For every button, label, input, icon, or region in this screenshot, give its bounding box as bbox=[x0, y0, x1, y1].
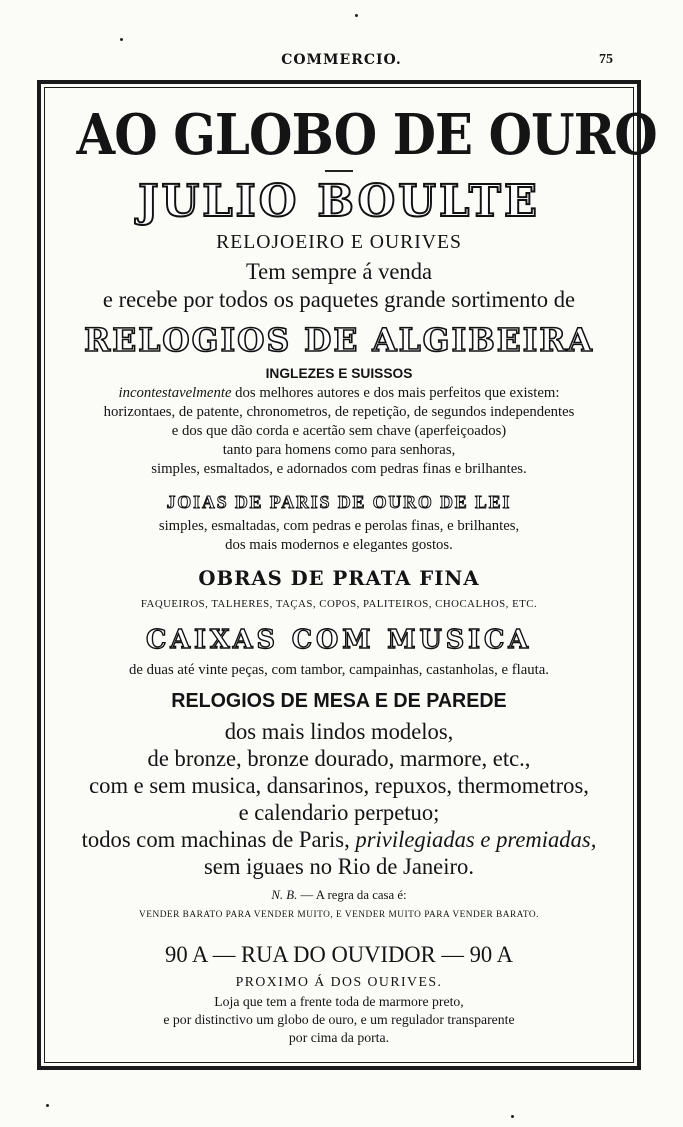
pocket-watches-heading: RELOGIOS DE ALGIBEIRA bbox=[84, 321, 594, 359]
shop-name: AO GLOBO DE OURO bbox=[76, 102, 657, 168]
title-rule bbox=[325, 170, 353, 172]
intro-line-1: Tem sempre á venda bbox=[245, 259, 433, 284]
intro-line-2: e recebe por todos os paquetes grande sortimento de bbox=[102, 287, 576, 312]
silver-heading: OBRAS DE PRATA FINA bbox=[198, 566, 480, 590]
clocks-line-5 bbox=[49, 826, 629, 853]
clocks-line-2: de bronze, bronze dourado, marmore, etc., bbox=[147, 746, 531, 771]
address-near: PROXIMO Á DOS OURIVES. bbox=[235, 975, 443, 990]
jewels-heading: JOIAS DE PARIS DE OURO DE LEI bbox=[166, 492, 512, 512]
clocks-line-3: com e sem musica, dansarinos, repuxos, thermometros, bbox=[89, 773, 589, 798]
clocks-line-5-start: todos com machinas de Paris, bbox=[81, 827, 356, 852]
clocks-heading: RELOGIOS DE MESA E DE PAREDE bbox=[171, 690, 507, 712]
shop-description-1: Loja que tem a frente toda de marmore preto, bbox=[214, 995, 464, 1010]
address-line: 90 A — RUA DO OUVIDOR — 90 A bbox=[165, 942, 513, 967]
proprietor-name: JULIO BOULTE bbox=[138, 176, 540, 227]
advert-content bbox=[44, 90, 657, 1048]
pocket-watches-line-5: simples, esmaltados, e adornados com pedras finas e brilhantes. bbox=[151, 461, 527, 477]
page-header bbox=[0, 52, 683, 72]
music-boxes-line-1: de duas até vinte peças, com tambor, campainhas, castanholas, e flauta. bbox=[129, 662, 549, 678]
shop-description-3: por cima da porta. bbox=[288, 1031, 390, 1046]
page-number: 75 bbox=[599, 52, 613, 67]
pocket-watches-line-2: horizontaes, de patente, chronometros, de repetição, de segundos independentes bbox=[103, 404, 575, 420]
clocks-line-6: sem iguaes no Rio de Janeiro. bbox=[203, 854, 474, 879]
pocket-watches-line-1-rest: dos melhores autores e dos mais perfeitos que existem: bbox=[231, 385, 560, 401]
print-speck bbox=[46, 1104, 49, 1107]
clocks-line-1: dos mais lindos modelos, bbox=[224, 719, 454, 744]
print-speck bbox=[511, 1115, 514, 1118]
pocket-watches-line-1 bbox=[49, 384, 629, 403]
jewels-line-2: dos mais modernos e elegantes gostos. bbox=[225, 537, 453, 553]
nota-bene-text: — A regra da casa é: bbox=[297, 887, 407, 902]
nota-bene-label: N. B. bbox=[271, 887, 298, 902]
music-boxes-heading: CAIXAS COM MUSICA bbox=[145, 625, 533, 655]
clocks-line-4: e calendario perpetuo; bbox=[238, 800, 440, 825]
house-motto: VENDER BARATO PARA VENDER MUITO, E VENDER MUITO PARA VENDER BARATO. bbox=[139, 910, 539, 920]
pocket-watches-line-3: e dos que dão corda e acertão sem chave (aperfeiçoados) bbox=[171, 423, 507, 439]
trade: RELOJOEIRO E OURIVES bbox=[216, 231, 462, 253]
print-speck bbox=[355, 14, 358, 17]
clocks-line-5-italic: privilegiadas e premiadas, bbox=[355, 827, 597, 852]
nota-bene bbox=[49, 884, 629, 906]
pocket-watches-line-4: tanto para homens como para senhoras, bbox=[222, 442, 456, 458]
shop-description-2: e por distinctivo um globo de ouro, e um regulador transparente bbox=[163, 1013, 515, 1028]
pocket-watches-subheading: INGLEZES E SUISSOS bbox=[265, 365, 413, 381]
running-title: COMMERCIO. bbox=[281, 52, 402, 68]
jewels-line-1: simples, esmaltadas, com pedras e perolas finas, e brilhantes, bbox=[158, 518, 520, 534]
pocket-watches-line-1-italic: incontestavelmente bbox=[118, 385, 232, 401]
silver-items: FAQUEIROS, TALHERES, TAÇAS, COPOS, PALITEIROS, CHOCALHOS, ETC. bbox=[140, 598, 538, 610]
print-speck bbox=[120, 38, 123, 41]
